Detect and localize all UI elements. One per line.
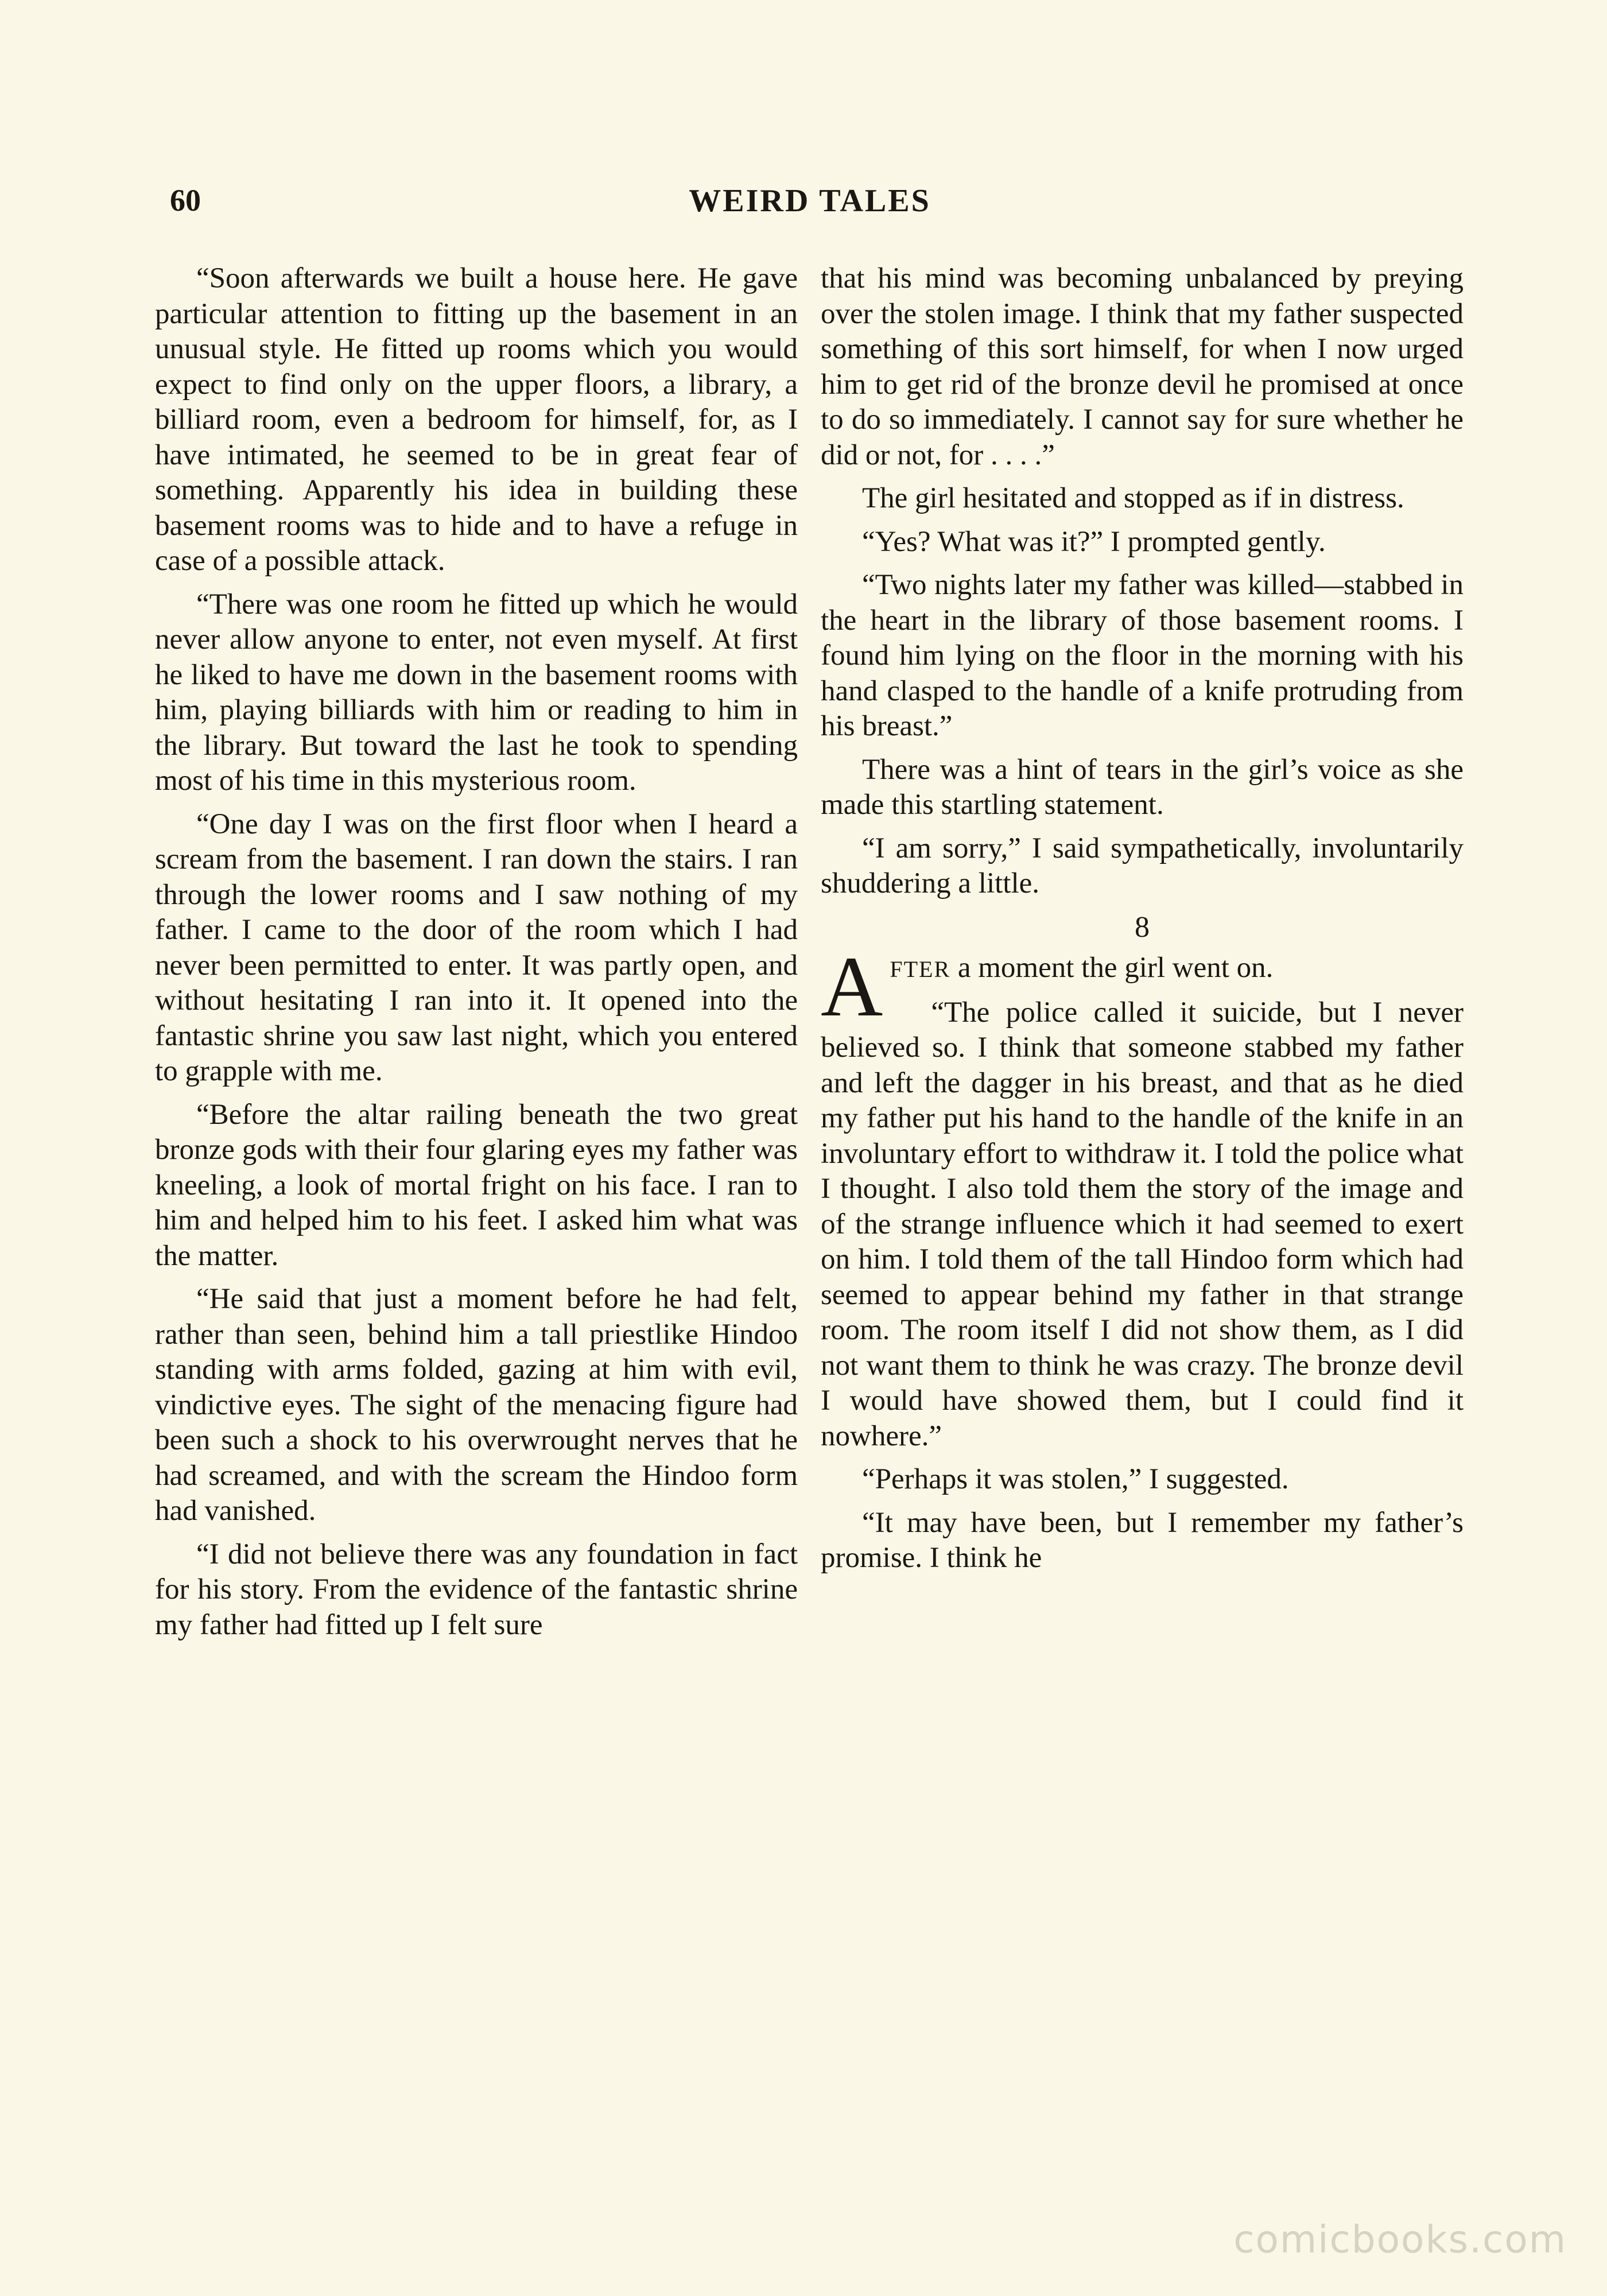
paragraph: “Before the altar railing beneath the two great bronze gods with their four glaring eyes my father was kneeling, a look of mortal fright on his face. I ran to him and helped him to his feet. I asked him what was the matter.	[155, 1098, 798, 1272]
page-number: 60	[170, 183, 201, 218]
paragraph: “Perhaps it was stolen,” I suggested.	[862, 1463, 1289, 1495]
paragraph-text: a moment the girl went on.	[950, 952, 1274, 984]
running-title: WEIRD TALES	[689, 183, 931, 219]
page-header	[170, 183, 1450, 228]
site-watermark: comicbooks.com	[1233, 2217, 1567, 2262]
paragraph: “There was one room he fitted up which he would never allow anyone to enter, not even myself. At first he liked to have me down in the basement rooms with him, playing billiards with him or reading to him in the library. But toward the last he took to spending most of his time in this mysterious room.	[155, 588, 798, 797]
paragraph: “I did not believe there was any foundation in fact for his story. From the evidence of the fantastic shrine my father had fitted up I felt sure	[155, 1538, 798, 1641]
paragraph: “Two nights later my father was killed—stabbed in the heart in the library of those basement rooms. I found him lying on the floor in the morning with his hand clasped to the handle of a knife protruding from his breast.”	[821, 569, 1464, 742]
section-number: 8	[1135, 910, 1150, 944]
paragraph: “The police called it suicide, but I never believed so. I think that someone stabbed my father and left the dagger in his breast, and that as he died my father put his hand to the handle of the knife in an involuntary effort to withdraw it. I told the police what I thought. I also told them the story of the image and of the strange influence which it had seemed to exert on him. I told them of the tall Hindoo form which had seemed to appear behind my father in that strange room. The room itself I did not show them, as I did not want them to think he was crazy. The bronze devil I would have showed them, but I could find it nowhere.”	[821, 996, 1464, 1452]
left-column	[155, 261, 798, 1651]
paragraph: The girl hesitated and stopped as if in distress.	[862, 482, 1404, 514]
paragraph: “I am sorry,” I said sympathetically, involuntarily shuddering a little.	[821, 832, 1464, 899]
paragraph: There was a hint of tears in the girl’s voice as she made this startling statement.	[821, 753, 1464, 821]
paragraph: “Yes? What was it?” I prompted gently.	[862, 525, 1326, 558]
right-column	[821, 261, 1464, 1584]
paragraph: “Soon afterwards we built a house here. He gave particular attention to fitting up the basement in an unusual style. He fitted up rooms which you would expect to find only on the upper floors, a library, a billiard room, even a bedroom for himself, for, as I have intimated, he seemed to be in great fear of something. Apparently his idea in building these basement rooms was to hide and to have a refuge in case of a possible attack.	[155, 262, 798, 577]
drop-cap-letter: A	[821, 939, 883, 1034]
dropcap-paragraph	[821, 939, 1464, 1034]
paragraph: “One day I was on the first floor when I heard a scream from the basement. I ran down the stairs. I ran through the lower rooms and I saw nothing of my father. I came to the door of the room which I had never been permitted to enter. It was partly open, and without hesitating I ran into it. It opened into the fantastic shrine you saw last night, which you entered to grapple with me.	[155, 808, 798, 1087]
paragraph: “It may have been, but I remember my father’s promise. I think he	[821, 1506, 1464, 1574]
small-caps-text: FTER	[890, 956, 951, 982]
paragraph: “He said that just a moment before he had felt, rather than seen, behind him a tall priestlike Hindoo standing with arms folded, gazing at him with evil, vindictive eyes. The sight of the menacing figure had been such a shock to his overwrought nerves that he had screamed, and with the scream the Hindoo form had vanished.	[155, 1283, 798, 1527]
paragraph: that his mind was becoming unbalanced by preying over the stolen image. I think that my father suspected something of this sort himself, for when I now urged him to get rid of the bronze devil he promised at once to do so immediately. I cannot say for sure whether he did or not, for . . . .”	[821, 262, 1464, 471]
